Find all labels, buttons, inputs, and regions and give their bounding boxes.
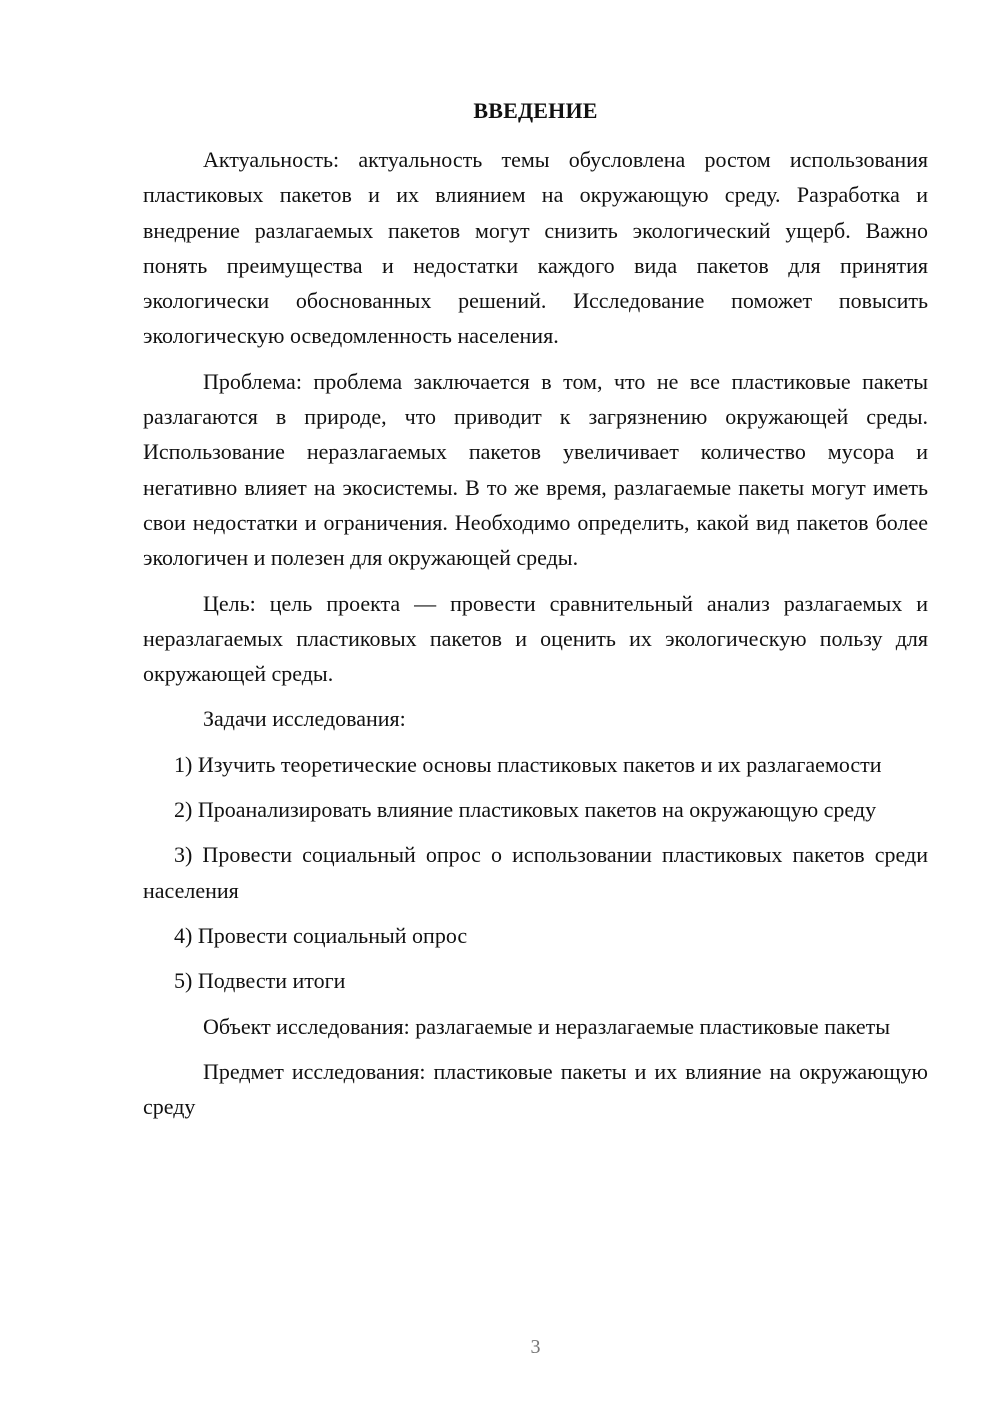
paragraph-problem: Проблема: проблема заключается в том, что не все пластиковые пакеты разлагаются в природе, что приводит к загрязнению окружающей среды. Использование неразлагаемых пакетов увеличивает количество мусора и негативно влияет на экосистемы. В то же время, разлагаемые пакеты могут иметь свои недостатки и ограничения. Необходимо определить, какой вид пакетов более экологичен и полезен для окружающей среды. bbox=[143, 368, 928, 571]
task-item: 3) Провести социальный опрос о использовании пластиковых пакетов среди населения bbox=[143, 842, 928, 903]
task-item: 5) Подвести итоги bbox=[174, 968, 346, 994]
paragraph-research-subject: Предмет исследования: пластиковые пакеты и их влияние на окружающую среду bbox=[143, 1058, 928, 1120]
page-title: ВВЕДЕНИЕ bbox=[473, 98, 598, 123]
paragraph-research-object: Объект исследования: разлагаемые и неразлагаемые пластиковые пакеты bbox=[203, 1013, 891, 1039]
task-item: 4) Провести социальный опрос bbox=[174, 922, 468, 948]
document-page bbox=[143, 0, 928, 1414]
page-number: 3 bbox=[530, 1336, 541, 1358]
task-item: 2) Проанализировать влияние пластиковых пакетов на окружающую среду bbox=[174, 797, 877, 823]
paragraph-tasks-heading: Задачи исследования: bbox=[203, 706, 406, 732]
document-body bbox=[143, 142, 928, 1134]
paragraph-goal: Цель: цель проекта — провести сравнительный анализ разлагаемых и неразлагаемых пластиковых пакетов и оценить их экологическую пользу для окружающей среды. bbox=[143, 590, 928, 687]
paragraph-relevance: Актуальность: актуальность темы обусловлена ростом использования пластиковых пакетов и их влиянием на окружающую среду. Разработка и внедрение разлагаемых пакетов могут снизить экологический ущерб. Важно понять преимущества и недостатки каждого вида пакетов для принятия экологически обоснованных решений. Исследование поможет повысить экологическую осведомленность населения. bbox=[143, 147, 928, 349]
task-item: 1) Изучить теоретические основы пластиковых пакетов и их разлагаемости bbox=[174, 751, 882, 777]
